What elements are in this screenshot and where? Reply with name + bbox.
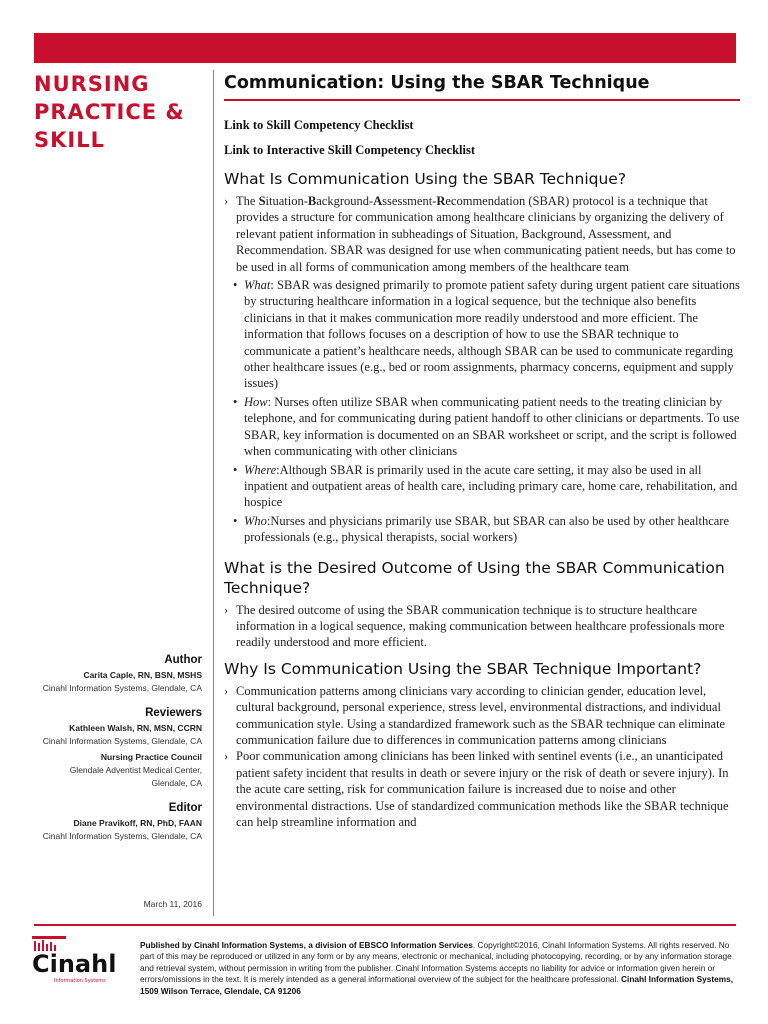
vertical-divider [213, 70, 214, 916]
section-heading-what-is: What Is Communication Using the SBAR Technique? [224, 170, 627, 188]
links-block [224, 113, 740, 163]
reviewer-org: Cinahl Information Systems, Glendale, CA [42, 736, 202, 746]
author-block [22, 654, 202, 695]
bullet-where: • Where:Although SBAR is primarily used in the acute care setting, it may also be used in all inpatient and outpatient areas of health care, including primary care, home care, rehabilitation, and hospice [233, 462, 738, 510]
bullet-who: • Who:Nurses and physicians primarily use SBAR, but SBAR can also be used by other healthcare professionals (e.g., physical therapists, social workers) [233, 513, 729, 545]
skill-checklist-link[interactable]: Link to Skill Competency Checklist [224, 118, 414, 132]
credits-sidebar [22, 654, 202, 855]
copyright-notice: Published by Cinahl Information Systems, a division of EBSCO Information Services. Copyright©2016, Cinahl Information Systems. All rights reserved. No part of this may be reproduced or utilized in any form or by any means, electronic or mechanical, including photocopying, recording, or by any information storage and retrieval system, without permission in writing from the publisher. Cinahl Information Systems accepts no liability for advice or information given herein or errors/omissions in the text. It is merely intended as a general informational overview of the subject for the healthcare professional. Cinahl Information Systems, 1509 Wilson Terrace, Glendale, CA 91206 [140, 940, 734, 996]
brand-line-1: NURSING [34, 72, 150, 96]
logo-wordmark: Cinahl [32, 950, 117, 978]
author-org: Cinahl Information Systems, Glendale, CA [42, 683, 202, 693]
bullet-icon: • [233, 513, 238, 528]
importance-paragraph-1: › Communication patterns among clinicians vary according to clinician gender, education level, cultural background, personal experience, stress level, environmental distractions, and individual communication style. Using a standardized framework such as the SBAR technique can eliminate communication failure due to differences in communication patterns among clinicians [224, 683, 726, 747]
council-org-line-1: Glendale Adventist Medical Center, [69, 765, 202, 775]
chevron-icon: › [224, 194, 229, 208]
chevron-icon: › [224, 683, 229, 698]
main-content [224, 70, 740, 830]
chevron-icon: › [224, 602, 229, 617]
editor-org: Cinahl Information Systems, Glendale, CA [42, 831, 202, 841]
reviewers-block [22, 707, 202, 790]
logo-tagline: Information Systems [54, 978, 106, 984]
chevron-icon: › [224, 749, 229, 764]
publication-date: March 11, 2016 [143, 899, 202, 909]
bullet-icon: • [233, 278, 238, 293]
bullet-icon: • [233, 462, 238, 477]
bullet-how: • How: Nurses often utilize SBAR when communicating patient needs to the treating clinician by telephone, and for communicating during patient handoff to other clinicians or departments. To use SBAR, key information is documented on an SBAR worksheet or script, and the script is followed when communicating with other clinicians [233, 394, 740, 459]
footer-divider [34, 924, 736, 926]
cinahl-logo [32, 936, 132, 986]
section-heading-importance: Why Is Communication Using the SBAR Technique Important? [224, 659, 702, 678]
bullet-what: • What: SBAR was designed primarily to promote patient safety during urgent patient care situations by structuring healthcare information in a logical sequence, but the technique also benefits clinicians in that it makes communication more readily understood and more efficient. The information that follows focuses on a description of how to use the SBAR technique to communicate a patient’s healthcare needs, although SBAR can be used to communicate regarding other healthcare issues (e.g., bed or room assignments, pharmacy concerns, equipment and supply issues) [233, 278, 740, 391]
page-title: Communication: Using the SBAR Technique [224, 70, 740, 101]
header-band [34, 33, 736, 63]
author-name: Carita Caple, RN, BSN, MSHS [83, 670, 202, 680]
editor-block [22, 802, 202, 843]
bullet-icon: • [233, 394, 238, 409]
desired-outcome-paragraph: › The desired outcome of using the SBAR communication technique is to structure healthcare information in a logical sequence, making communication between healthcare professionals more readily understood and more efficient. [224, 602, 725, 650]
importance-paragraph-2: › Poor communication among clinicians has been linked with sentinel events (i.e., an unanticipated patient safety incident that results in death or severe injury or the risk of death or severe injury). In the acute care setting, risk for communication failure is increased due to noise and other environmental distractions. Use of standardized communication methods like the SBAR technique can help streamline information and [224, 749, 729, 829]
council-org-line-2: Glendale, CA [151, 778, 202, 788]
reviewer-name: Kathleen Walsh, RN, MSN, CCRN [69, 723, 202, 733]
council-name: Nursing Practice Council [100, 752, 202, 762]
brand-line-2: PRACTICE & [34, 100, 185, 124]
editor-heading: Editor [168, 802, 202, 814]
sbar-definition-paragraph: › The Situation-Background-Assessment-Recommendation (SBAR) protocol is a technique that provides a structure for communication among healthcare clinicians by organizing the delivery of relevant patient information in subheadings of Situation, Background, Assessment, and Recommendation. SBAR was designed for use when communicating patient needs, but has come to be used in all forms of communication among members of the healthcare team [224, 194, 736, 274]
author-heading: Author [164, 654, 202, 666]
interactive-checklist-link[interactable]: Link to Interactive Skill Competency Checklist [224, 143, 476, 157]
editor-name: Diane Pravikoff, RN, PhD, FAAN [73, 818, 202, 828]
brand-title [34, 70, 204, 154]
section-heading-desired-outcome: What is the Desired Outcome of Using the SBAR Communication Technique? [224, 558, 725, 597]
brand-line-3: SKILL [34, 128, 105, 152]
reviewers-heading: Reviewers [145, 707, 202, 719]
